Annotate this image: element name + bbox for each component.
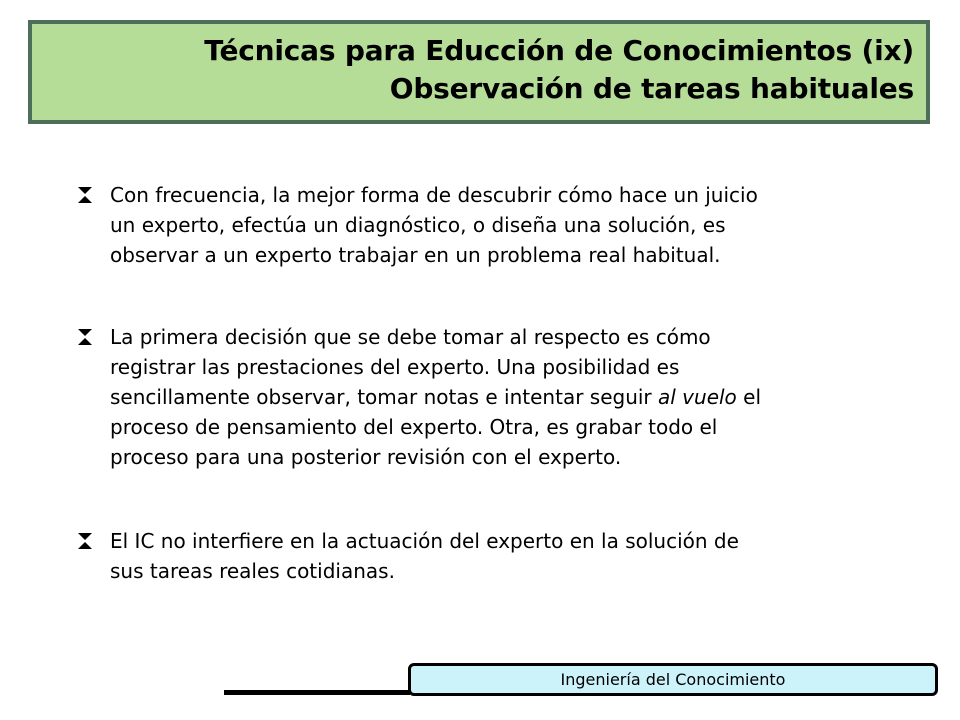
slide-title-line-2: Observación de tareas habituales bbox=[389, 72, 914, 105]
bullet-text-2 bbox=[110, 322, 890, 472]
bullet-2-line-5: proceso para una posterior revisión con el experto. bbox=[110, 445, 622, 469]
slide-title-line-1: Técnicas para Educción de Conocimientos (ix) bbox=[204, 34, 914, 67]
slide-title-box bbox=[28, 20, 930, 124]
bullet-2-line-4: proceso de pensamiento del experto. Otra, es grabar todo el bbox=[110, 415, 718, 439]
bullet-1-line-2: un experto, efectúa un diagnóstico, o diseña una solución, es bbox=[110, 213, 726, 237]
footer-text: Ingeniería del Conocimiento bbox=[560, 670, 786, 689]
double-chevron-bullet-icon bbox=[76, 328, 94, 346]
bullet-2-line-3-italic: al vuelo bbox=[658, 385, 737, 409]
double-chevron-bullet-icon bbox=[76, 532, 94, 550]
bullet-2-line-3 bbox=[110, 382, 890, 412]
bullet-2-line-1: La primera decisión que se debe tomar al respecto es cómo bbox=[110, 325, 711, 349]
footer-box bbox=[408, 663, 938, 696]
bullet-3-line-1: El IC no interfiere en la actuación del experto en la solución de bbox=[110, 529, 739, 553]
bullet-1-line-1: Con frecuencia, la mejor forma de descubrir cómo hace un juicio bbox=[110, 183, 758, 207]
bullet-1-line-3: observar a un experto trabajar en un problema real habitual. bbox=[110, 243, 721, 267]
bullet-2-line-3-before: sencillamente observar, tomar notas e intentar seguir bbox=[110, 385, 659, 409]
bullet-2-line-3-after: el bbox=[736, 385, 762, 409]
bullet-2-line-2: registrar las prestaciones del experto. Una posibilidad es bbox=[110, 355, 680, 379]
footer-divider-line bbox=[224, 690, 410, 695]
bullet-text-3 bbox=[110, 526, 890, 586]
bullet-text-1 bbox=[110, 180, 890, 270]
double-chevron-bullet-icon bbox=[76, 186, 94, 204]
bullet-3-line-2: sus tareas reales cotidianas. bbox=[110, 559, 395, 583]
